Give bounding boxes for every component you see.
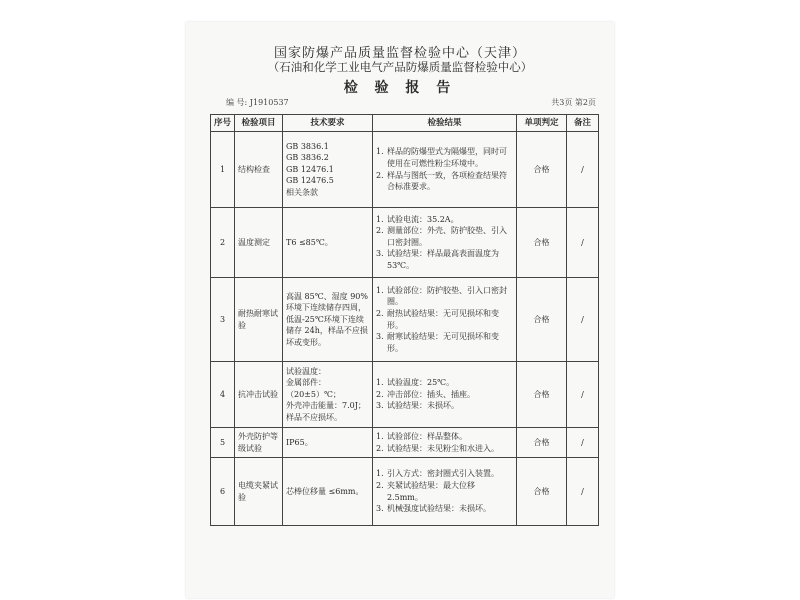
serial-number — [226, 97, 289, 108]
result-text: 试验部位：防护胶垫、引入口密封圈。 — [387, 285, 507, 307]
technical-requirement — [283, 208, 373, 278]
technical-requirement — [283, 132, 373, 208]
result-item — [376, 389, 513, 401]
single-judgement: 合格 — [517, 428, 567, 458]
table-row — [211, 278, 599, 362]
requirement-line: IP65。 — [286, 437, 313, 447]
result-number: 2. — [376, 170, 384, 180]
result-item — [376, 214, 513, 226]
col-requirement-header: 技术要求 — [283, 115, 373, 132]
result-item — [376, 431, 513, 443]
result-text: 试验部位：样品整体。 — [387, 431, 467, 441]
remark: / — [567, 428, 599, 458]
result-number: 1. — [376, 147, 384, 157]
table-row — [211, 362, 599, 428]
inspection-item: 外壳防护等级试验 — [235, 428, 283, 458]
single-judgement: 合格 — [517, 362, 567, 428]
inspection-result — [373, 208, 517, 278]
result-text: 冲击部位：插头、插座。 — [387, 389, 475, 399]
requirement-line: 试验温度： — [286, 366, 326, 376]
result-text: 样品与图纸一致，各项检查结果符合标准要求。 — [387, 170, 507, 192]
result-number: 3. — [376, 504, 384, 514]
requirement-line: 样品不应损坏。 — [286, 412, 342, 422]
inspection-result — [373, 362, 517, 428]
requirement-line: 芯棒位移量 ≤6mm。 — [286, 486, 364, 496]
col-result-header: 检验结果 — [373, 115, 517, 132]
row-number: 4 — [211, 362, 235, 428]
single-judgement: 合格 — [517, 208, 567, 278]
result-item — [376, 225, 513, 248]
result-number: 1. — [376, 431, 384, 441]
result-text: 试验温度：25℃。 — [387, 378, 455, 388]
inspection-item: 电缆夹紧试验 — [235, 458, 283, 526]
requirement-line: GB 12476.1 — [286, 164, 334, 174]
result-number: 1. — [376, 469, 384, 479]
inspection-result — [373, 428, 517, 458]
result-number: 1. — [376, 214, 384, 224]
col-judgement-header: 单项判定 — [517, 115, 567, 132]
result-text: 测量部位：外壳、防护胶垫、引入口密封圈。 — [387, 226, 507, 247]
requirement-line: 相关条款 — [286, 187, 318, 197]
result-item — [376, 331, 513, 354]
inspection-item: 结构检查 — [235, 132, 283, 208]
center-name-title: 国家防爆产品质量监督检验中心（天津） — [273, 46, 526, 61]
result-item — [376, 170, 513, 193]
inspection-item: 抗冲击试验 — [235, 362, 283, 428]
result-item — [376, 248, 513, 271]
inspection-table — [210, 114, 599, 526]
result-number: 3. — [376, 249, 384, 259]
requirement-line: GB 3836.1 — [286, 141, 329, 151]
requirement-line: GB 12476.5 — [286, 176, 334, 186]
table-header-row — [211, 115, 599, 132]
result-text: 样品的防爆型式为隔爆型，同时可使用在可燃性粉尘环境中。 — [387, 147, 507, 168]
technical-requirement — [283, 428, 373, 458]
remark: / — [567, 362, 599, 428]
table-row — [211, 428, 599, 458]
result-item — [376, 468, 513, 480]
row-number: 5 — [211, 428, 235, 458]
inspection-result — [373, 132, 517, 208]
result-number: 1. — [376, 285, 384, 295]
result-text: 试验结果：样品最高表面温度为 53℃。 — [387, 249, 499, 270]
requirement-line: GB 3836.2 — [286, 153, 329, 163]
technical-requirement — [283, 458, 373, 526]
result-item — [376, 308, 513, 331]
center-subtitle: （石油和化学工业电气产品防爆质量监督检验中心） — [267, 60, 533, 74]
result-item — [376, 377, 513, 389]
result-number: 2. — [376, 389, 384, 399]
inspection-result — [373, 458, 517, 526]
result-item — [376, 400, 513, 412]
technical-requirement — [283, 362, 373, 428]
table-row — [211, 208, 599, 278]
report-page — [186, 22, 614, 598]
result-number: 2. — [376, 443, 384, 453]
result-item — [376, 285, 513, 308]
requirement-line: 金属部件：（20±5）℃； — [286, 378, 341, 399]
requirement-line: 高温 85℃、湿度 90%环境下连续储存四周，低温-25℃环境下连续储存 24h，样品不应损坏或变形。 — [286, 291, 368, 347]
inspection-item: 温度测定 — [235, 208, 283, 278]
remark: / — [567, 278, 599, 362]
single-judgement: 合格 — [517, 458, 567, 526]
row-number: 1 — [211, 132, 235, 208]
row-number: 2 — [211, 208, 235, 278]
col-item-header: 检验项目 — [235, 115, 283, 132]
single-judgement: 合格 — [517, 132, 567, 208]
result-item — [376, 146, 513, 169]
remark: / — [567, 208, 599, 278]
result-number: 1. — [376, 378, 384, 388]
result-text: 耐热试验结果：无可见损坏和变形。 — [387, 308, 499, 330]
inspection-result — [373, 278, 517, 362]
inspection-item: 耐热耐寒试验 — [235, 278, 283, 362]
table-row — [211, 132, 599, 208]
col-note-header: 备注 — [567, 115, 599, 132]
result-number: 2. — [376, 308, 384, 318]
col-no-header: 序号 — [211, 115, 235, 132]
remark: / — [567, 132, 599, 208]
single-judgement: 合格 — [517, 278, 567, 362]
result-item — [376, 503, 513, 515]
result-number: 3. — [376, 401, 384, 411]
table-row — [211, 458, 599, 526]
result-number: 3. — [376, 332, 384, 342]
result-text: 试验电流：35.2A。 — [387, 214, 459, 224]
row-number: 3 — [211, 278, 235, 362]
result-number: 2. — [376, 480, 384, 490]
result-text: 夹紧试验结果：最大位移 2.5mm。 — [387, 480, 475, 502]
remark: / — [567, 458, 599, 526]
serial-value: J1910537 — [249, 98, 289, 107]
serial-label: 编 号: — [226, 98, 248, 107]
result-text: 引入方式：密封圈式引入装置。 — [387, 469, 499, 479]
result-number: 2. — [376, 226, 384, 236]
requirement-line: 外壳冲击能量：7.0J； — [286, 401, 366, 411]
page-info: 共3页 第2页 — [551, 98, 596, 107]
result-item — [376, 443, 513, 455]
result-text: 机械强度试验结果：未损坏。 — [387, 504, 491, 514]
result-item — [376, 480, 513, 503]
requirement-line: T6 ≤85℃。 — [286, 237, 333, 247]
result-text: 耐寒试验结果：无可见损坏和变形。 — [387, 332, 499, 353]
result-text: 试验结果：未损坏。 — [387, 401, 459, 411]
technical-requirement — [283, 278, 373, 362]
report-title: 检 验 报 告 — [343, 80, 457, 96]
row-number: 6 — [211, 458, 235, 526]
result-text: 试验结果：未见粉尘和水进入。 — [387, 443, 499, 453]
